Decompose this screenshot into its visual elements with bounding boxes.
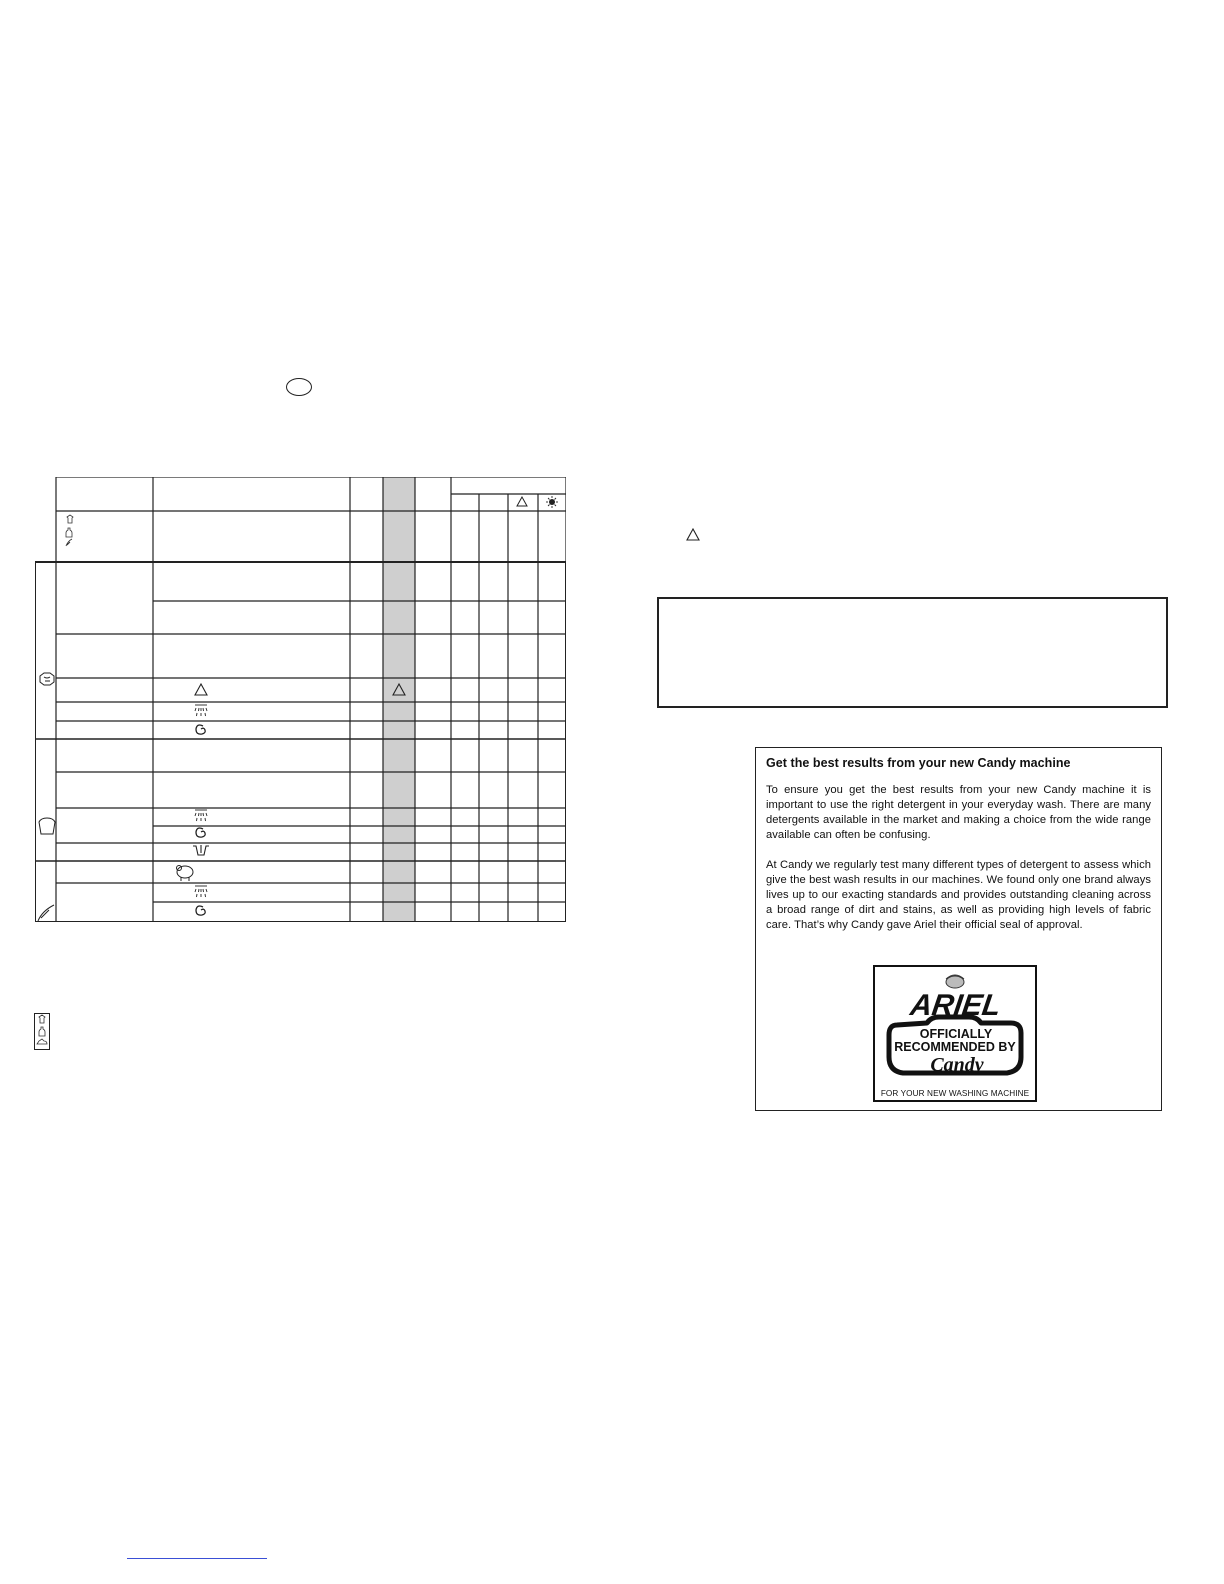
badge-caption: FOR YOUR NEW WASHING MACHINE [880, 1089, 1030, 1098]
triangle-icon [686, 528, 700, 541]
drain-icon [193, 845, 209, 855]
programme-table [35, 477, 566, 922]
spin-icon [196, 725, 205, 734]
ariel-recommendation-badge [873, 965, 1037, 1102]
synthetic-icon [39, 818, 55, 834]
feather-icon [66, 539, 72, 546]
sun-icon [546, 496, 558, 508]
spin-icon [196, 828, 205, 837]
rinse-icon [195, 886, 207, 897]
delicate-icon [38, 905, 54, 921]
ariel-emblem-icon [946, 975, 964, 988]
cotton-icon [40, 673, 54, 685]
bottle-icon [66, 528, 72, 537]
side-legend-icons [34, 1013, 50, 1050]
promo-title: Get the best results from your new Candy machine [766, 756, 1071, 770]
badge-line-1: OFFICIALLY [919, 1027, 993, 1041]
spin-icon [196, 906, 205, 915]
shoe-icon [37, 1039, 47, 1044]
shaded-column [383, 477, 415, 922]
note-box [657, 597, 1168, 708]
note-symbol [686, 528, 700, 546]
promo-paragraph-1: To ensure you get the best results from your new Candy machine it is important to use the right detergent in your everyday wash. There are many detergents available in the market and making a choice from the wide range available can often be confusing. [766, 784, 1151, 841]
language-badge [286, 378, 312, 396]
badge-signature: Candy [930, 1054, 984, 1076]
footer-link-underline[interactable] [127, 1558, 267, 1559]
detergent-promo-box [755, 747, 1162, 1111]
promo-paragraph-2: At Candy we regularly test many different types of detergent to assess which give the best wash results in our machines. We found only one brand always lives up to our exacting standards and provides outstanding cleaning across a broad range of dirt and stains, as well as providing high levels of fabric care. That’s why Candy gave Ariel their official seal of approval. [766, 859, 1151, 931]
ariel-brand: ARIEL [908, 989, 1003, 1022]
bottle-icon [39, 1027, 45, 1036]
badge-line-2: RECOMMENDED BY [894, 1040, 1016, 1054]
triangle-icon [195, 684, 207, 695]
shirt-icon [67, 515, 73, 523]
rinse-icon [195, 810, 207, 821]
programme-table-grid [35, 477, 566, 922]
ariel-logo [875, 967, 1035, 1085]
shirt-icon [39, 1015, 45, 1023]
triangle-icon [517, 497, 527, 506]
rinse-icon [195, 705, 207, 716]
wool-icon [177, 866, 194, 882]
